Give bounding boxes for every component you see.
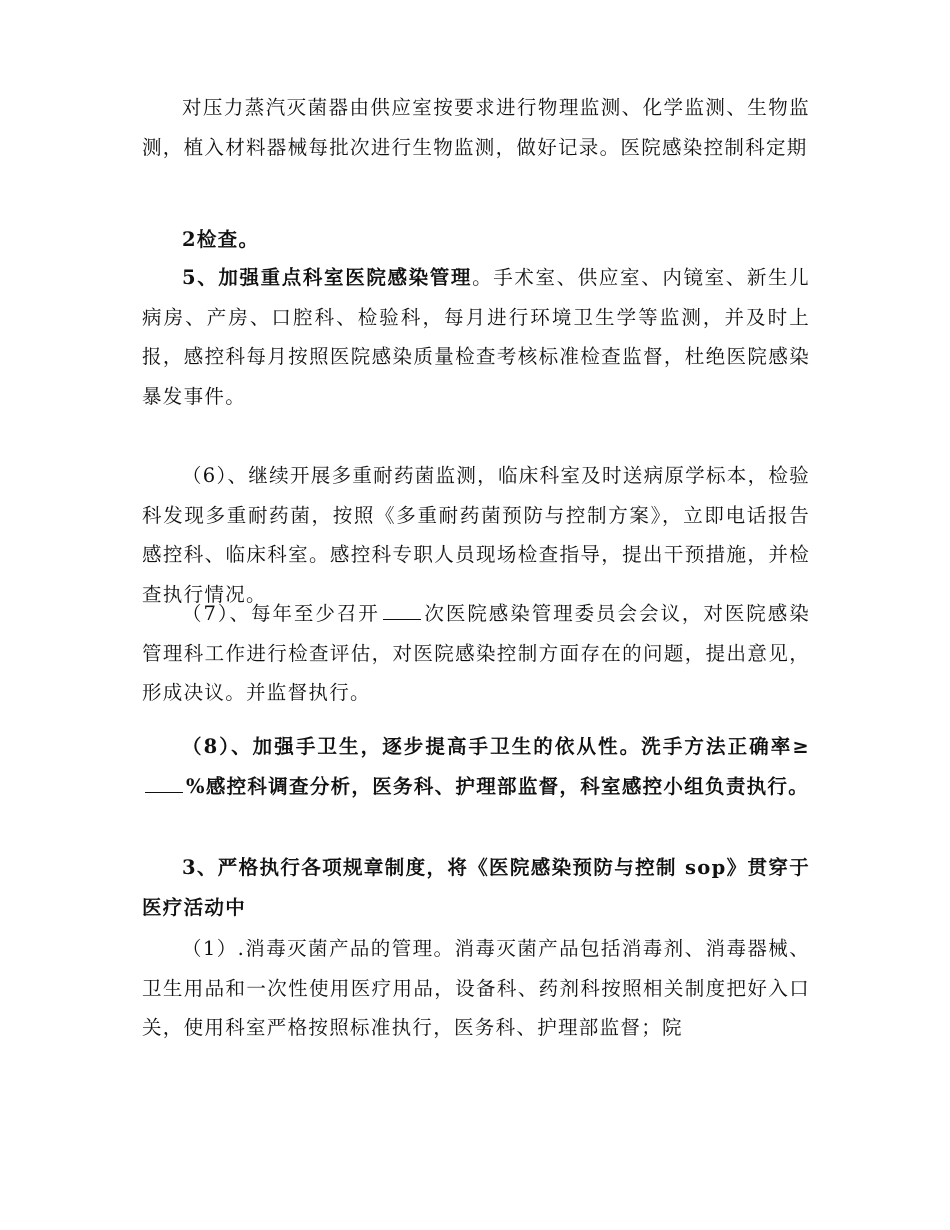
- blank-underline: [145, 791, 183, 793]
- paragraph-check: 2检查。: [182, 228, 260, 251]
- paragraph-key-department-body: 。手术室、供应室、内镜室、新生儿病房、产房、口腔科、检验科，每月进行环境卫生学等监测，并及时上报，感控科每月按照医院感染质量检查考核标准检查监督，杜绝医院感染暴发事件。: [142, 266, 810, 408]
- paragraph-committee-meeting: [142, 594, 810, 713]
- section-heading-regulations: 3、严格执行各项规章制度，将《医院感染预防与控制 sop》贯穿于医疗活动中: [142, 856, 810, 919]
- paragraph-disinfection-products: （1）.消毒灭菌产品的管理。消毒灭菌产品包括消毒剂、消毒器械、卫生用品和一次性使用医疗用品，设备科、药剂科按照相关制度把好入口关，使用科室严格按照标准执行，医务科、护理部监督；院: [142, 937, 810, 1039]
- hand-hygiene-text-start: （8）、加强手卫生，逐步提高手卫生的依从性。洗手方法正确率≥: [182, 735, 810, 758]
- blank-underline: [383, 618, 421, 620]
- hand-hygiene-text-end: %感控科调查分析，医务科、护理部监督，科室感控小组负责执行。: [186, 774, 810, 798]
- paragraph-mdro-monitoring: （6）、继续开展多重耐药菌监测，临床科室及时送病原学标本，检验科发现多重耐药菌，按照《多重耐药菌预防与控制方案》，立即电话报告感控科、临床科室。感控科专职人员现场检查指导，提出干预措施，并检查执行情况。: [142, 464, 810, 606]
- committee-text-start: （7）、每年至少召开: [182, 602, 380, 625]
- paragraph-hand-hygiene: [142, 727, 810, 806]
- paragraph-sterilizer-monitoring: 对压力蒸汽灭菌器由供应室按要求进行物理监测、化学监测、生物监测，植入材料器械每批次进行生物监测，做好记录。医院感染控制科定期: [142, 96, 810, 159]
- heading-key-department: 5、加强重点科室医院感染管理: [182, 266, 473, 289]
- committee-text-end: 次医院感染管理委员会会议，对医院感染管理科工作进行检查评估，对医院感染控制方面存在的问题，提出意见，形成决议。并监督执行。: [142, 602, 810, 704]
- paragraph-key-department-management: [142, 258, 810, 416]
